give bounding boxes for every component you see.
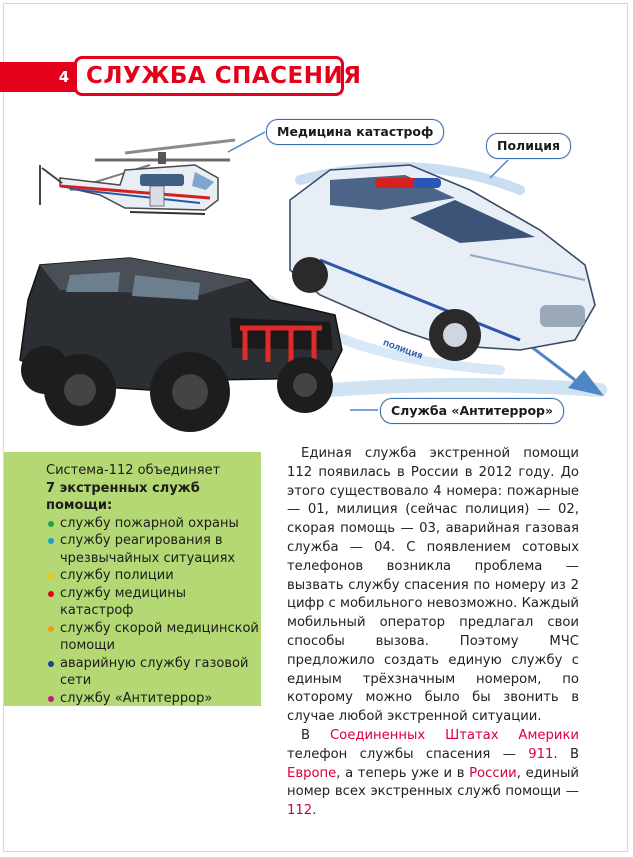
- article: [287, 445, 579, 821]
- services-list: [46, 515, 261, 708]
- info-box-heading: 7 экстренных служб помощи:: [46, 480, 200, 513]
- highlight-911: 911: [528, 746, 554, 762]
- bullet-icon: [48, 626, 54, 632]
- bullet-icon: [48, 521, 54, 527]
- list-item: службу полиции: [46, 567, 261, 585]
- helicopter-icon: [40, 140, 235, 214]
- info-box-intro: Система-112 объединяет: [46, 463, 221, 478]
- list-item: службу пожарной охраны: [46, 515, 261, 533]
- bullet-icon: [48, 573, 54, 579]
- highlight-112: 112: [287, 803, 313, 819]
- list-item: службу «Антитеррор»: [46, 690, 261, 708]
- info-box: [46, 462, 261, 707]
- bullet-icon: [48, 661, 54, 667]
- callout-medicine: Медицина катастроф: [266, 119, 444, 145]
- page-number: 4: [58, 68, 70, 86]
- armored-vehicle-icon: [20, 258, 342, 432]
- highlight-usa: Соединенных Штатах Америки: [329, 727, 579, 743]
- callout-antiterror: Служба «Антитеррор»: [380, 398, 564, 424]
- article-paragraph-1: Единая служба экстренной помощи 112 появилась в России в 2012 году. До этого существовало 4 номера: пожарные — 01, милиция (сейчас полиция) — 02, скорая помощь — 03, аварийная газовая служба — 04. С появлением сотовых телефонов возникла проблема — вызвать службу спасения по номеру из 2 цифр с мобильного невозможно. Каждый мобильный оператор предлагал свои способы вызова. Поэтому МЧС предложило создать единую службу с единым трёхзначным номером, по которому можно было бы звонить в случае любой экстренной ситуации.: [287, 446, 579, 725]
- highlight-russia: России: [469, 765, 517, 781]
- bullet-icon: [48, 538, 54, 544]
- list-item: службу медицины катастроф: [46, 585, 261, 620]
- bullet-icon: [48, 696, 54, 702]
- callout-police: Полиция: [486, 133, 571, 159]
- bullet-icon: [48, 591, 54, 597]
- police-car-label: ПОЛИЦИЯ: [381, 339, 424, 361]
- list-item: аварийную службу газовой сети: [46, 655, 261, 690]
- list-item: службу скорой медицинской помощи: [46, 620, 261, 655]
- highlight-europe: Европе: [287, 765, 337, 781]
- article-paragraph-2: В Соединенных Штатах Америки телефон службы спасения — 911. В Европе, а теперь уже и в России, единый номер всех экстренных служб помощи — 112.: [287, 727, 579, 819]
- page-title: СЛУЖБА СПАСЕНИЯ: [86, 63, 362, 89]
- list-item: службу реагирования в чрезвычайных ситуациях: [46, 532, 261, 567]
